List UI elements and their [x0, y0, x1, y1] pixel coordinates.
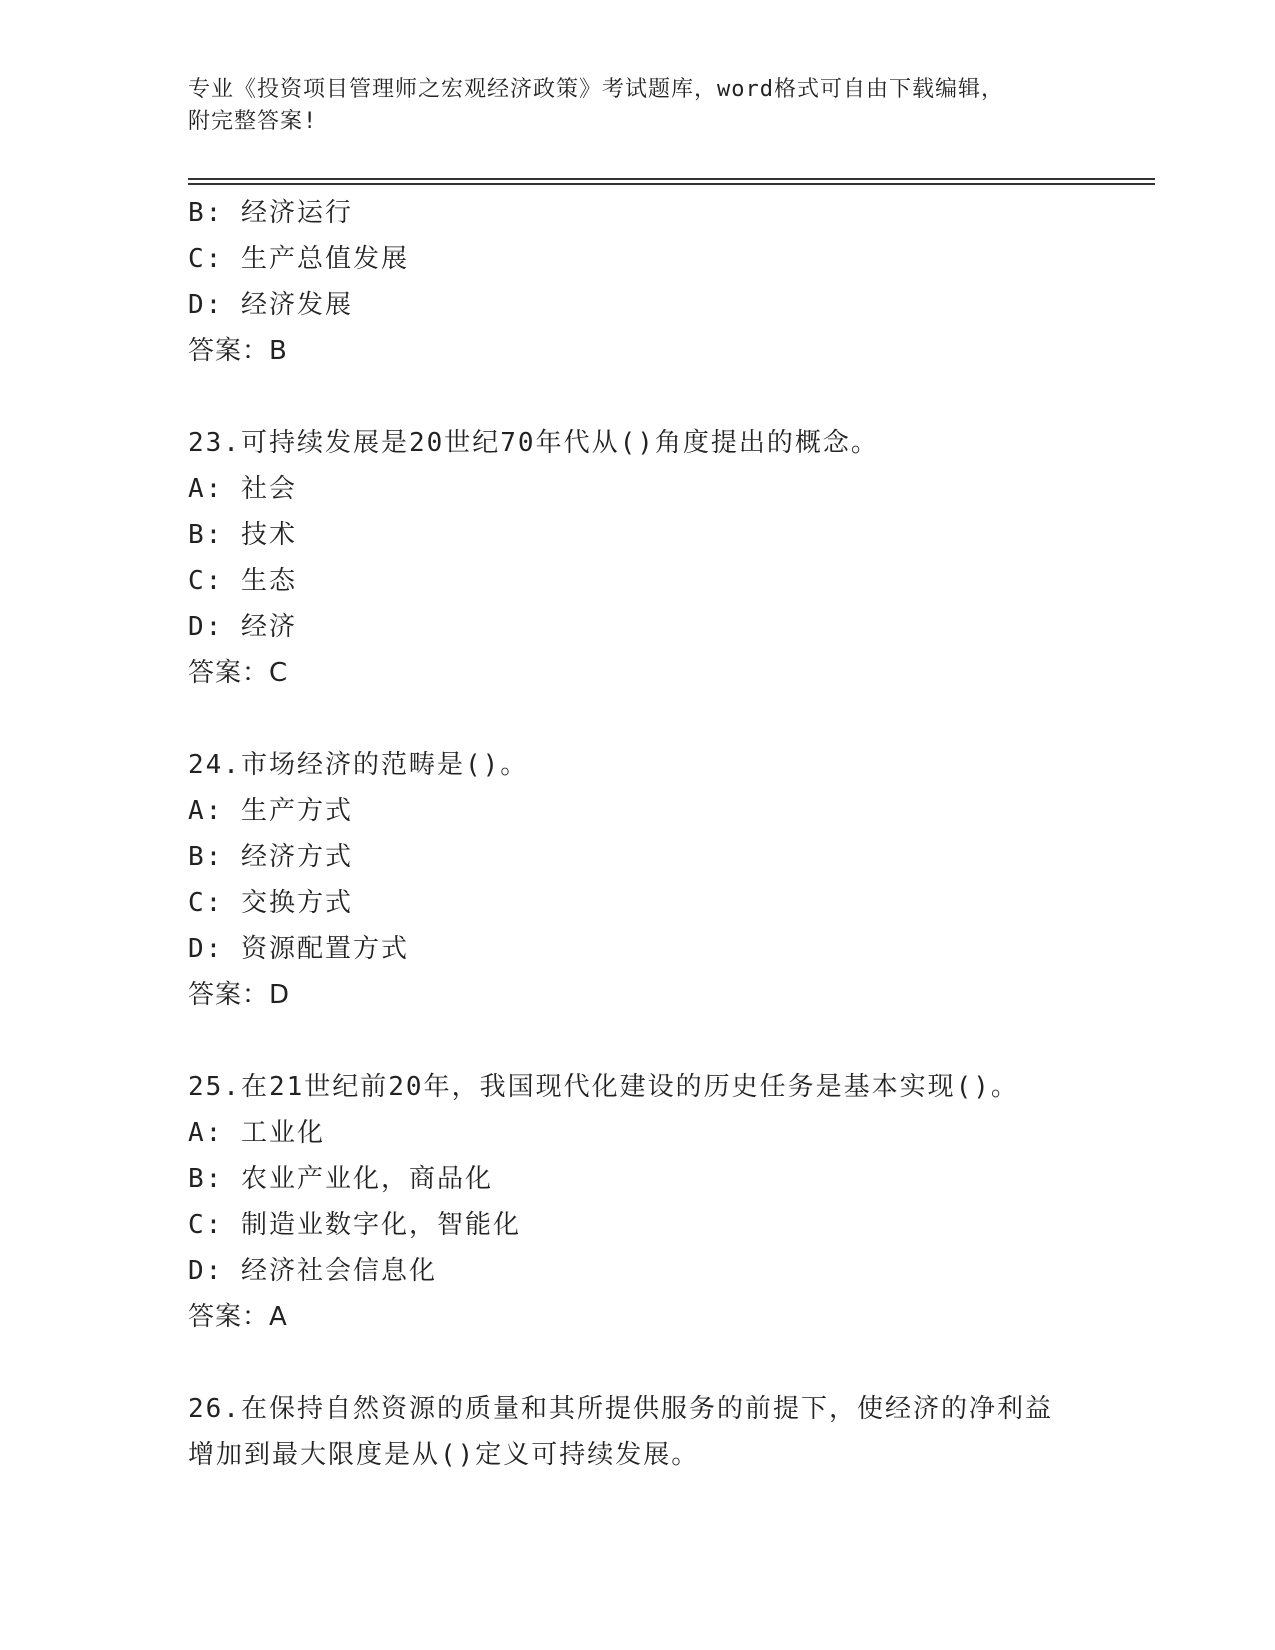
option-d: D: 经济发展: [188, 290, 353, 320]
option-b: B: 经济方式: [188, 842, 353, 872]
question-text: 25.在21世纪前20年，我国现代化建设的历史任务是基本实现()。: [188, 1072, 1019, 1102]
option-b: B: 技术: [188, 520, 297, 550]
option-a: A: 社会: [188, 474, 297, 504]
option-d: D: 经济社会信息化: [188, 1256, 437, 1286]
question-list: [188, 190, 1088, 1478]
option-d: D: 经济: [188, 612, 297, 642]
question-block-24: [188, 742, 1088, 1018]
option-b: B: 农业产业化，商品化: [188, 1164, 493, 1194]
option-a: A: 工业化: [188, 1118, 325, 1148]
answer-line: 答案：B: [188, 336, 288, 366]
header-divider-bottom: [188, 183, 1155, 185]
answer-line: 答案：D: [188, 980, 291, 1010]
option-b: B: 经济运行: [188, 198, 353, 228]
question-text: 24.市场经济的范畴是()。: [188, 750, 529, 780]
option-c: C: 交换方式: [188, 888, 353, 918]
header-divider-top: [188, 178, 1155, 180]
option-c: C: 生产总值发展: [188, 244, 409, 274]
option-d: D: 资源配置方式: [188, 934, 409, 964]
header-line-1: 专业《投资项目管理师之宏观经济政策》考试题库，word格式可自由下载编辑，: [188, 77, 1004, 102]
option-a: A: 生产方式: [188, 796, 353, 826]
header-line-2: 附完整答案!: [188, 109, 318, 134]
question-text: 23.可持续发展是20世纪70年代从()角度提出的概念。: [188, 428, 879, 458]
question-block-26: [188, 1386, 1088, 1478]
question-text-line-2: 增加到最大限度是从()定义可持续发展。: [188, 1440, 700, 1470]
question-text-line-1: 26.在保持自然资源的质量和其所提供服务的前提下，使经济的净利益: [188, 1394, 1053, 1424]
question-block-23: [188, 420, 1088, 696]
option-c: C: 生态: [188, 566, 297, 596]
answer-line: 答案：C: [188, 658, 289, 688]
question-block-22-continued: [188, 190, 1088, 374]
option-c: C: 制造业数字化，智能化: [188, 1210, 521, 1240]
document-header: [188, 74, 1088, 138]
question-block-25: [188, 1064, 1088, 1340]
answer-line: 答案：A: [188, 1302, 288, 1332]
